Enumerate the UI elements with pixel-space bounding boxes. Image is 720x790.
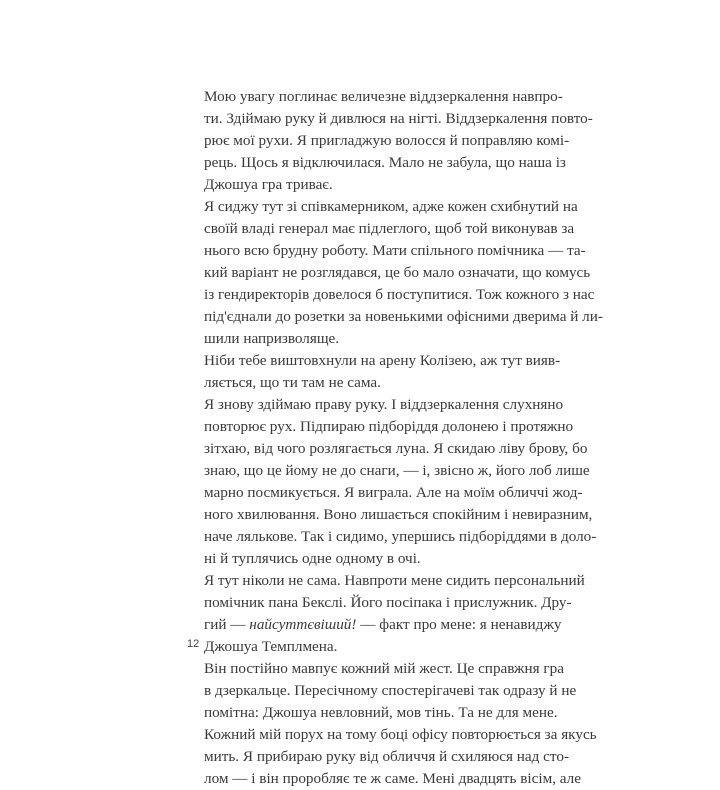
paragraph-5 [187,570,585,658]
text-line: в дзеркальце. Пересічному спостерігачеві так одразу й не [204,682,577,699]
text-line: лом — і він проробляє те ж саме. Мені двадцять вісім, але [204,770,581,787]
text-line: Я знову здіймаю праву руку. І віддзеркалення слухняно [204,396,564,413]
text-segment: — факт про мене: я ненавиджу [356,616,562,633]
text-line: Джошуа гра триває. [204,176,333,193]
paragraph-1 [187,86,593,196]
text-line: ні й туплячись одне одному в очі. [204,550,421,567]
text-line: ти. Здіймаю руку й дивлюся на нігті. Віддзеркалення повто- [204,110,593,127]
text-line: Мою увагу поглинає величезне віддзеркалення навпро- [204,88,563,105]
text-line: Кожний мій порух на тому боці офісу повторюється за якусь [204,726,597,743]
text-line: знаю, що це йому не до снаги, — і, звісно ж, його лоб лише [204,462,590,479]
text-line: із гендиректорів довелося б поступитися. Тож кожного з нас [204,286,595,303]
text-line: повторює рух. Підпираю підборіддя долонею і протяжно [204,418,574,435]
text-line: рює мої рухи. Я пригладжую волосся й поправляю комі- [204,132,570,149]
text-line: ляється, що ти там не сама. [204,374,381,391]
text-line: нього всю брудну роботу. Мати спільного помічника — та- [204,242,586,259]
text-line: зітхаю, від чого розлягається луна. Я скидаю ліву брову, бо [204,440,588,457]
paragraph-6 [187,658,597,790]
text-line: своїй владі генерал має підлеглого, щоб той виконував за [204,220,575,237]
text-line: Ніби тебе виштовхнули на арену Колізею, аж тут вияв- [204,352,561,369]
text-line: шили напризволяще. [204,330,340,347]
text-line: кий варіант не розглядався, це бо мало означати, що комусь [204,264,591,281]
text-line: Я тут ніколи не сама. Навпроти мене сидить персональний [204,572,585,589]
text-line: помітна: Джошуа невловний, мов тінь. Та не для мене. [204,704,558,721]
page-number: 12 [187,638,200,650]
paragraph-3 [187,350,561,394]
text-line: рець. Щось я відключилася. Мало не забула, що наша із [204,154,566,171]
text-line: Джошуа Темплмена. [204,638,338,655]
text-line: ного хвилювання. Воно лишається спокійним і невиразним, [204,506,593,523]
text-line: помічник пана Бекслі. Його посіпака і прислужник. Дру- [204,594,572,611]
emphasized-text: найсуттєвіший! [249,616,357,633]
text-line: під'єднали до розетки за новенькими офісними дверима й ли- [204,308,603,325]
text-line: марно посмикується. Я виграла. Але на моїм обличчі жод- [204,484,583,501]
text-line: Я сиджу тут зі співкамерником, адже кожен схибнутий на [204,198,578,215]
text-line: мить. Я прибираю руку від обличчя й схиляюся над сто- [204,748,570,765]
text-line: Він постійно мавпує кожний мій жест. Це справжня гра [204,660,564,677]
paragraph-4 [187,394,597,570]
text-segment: гий — [204,616,250,633]
book-page-text [187,86,603,790]
text-line-with-emphasis [187,614,562,636]
text-line: наче лялькове. Так і сидимо, упершись підборіддями в доло- [204,528,597,545]
paragraph-2 [187,196,603,350]
